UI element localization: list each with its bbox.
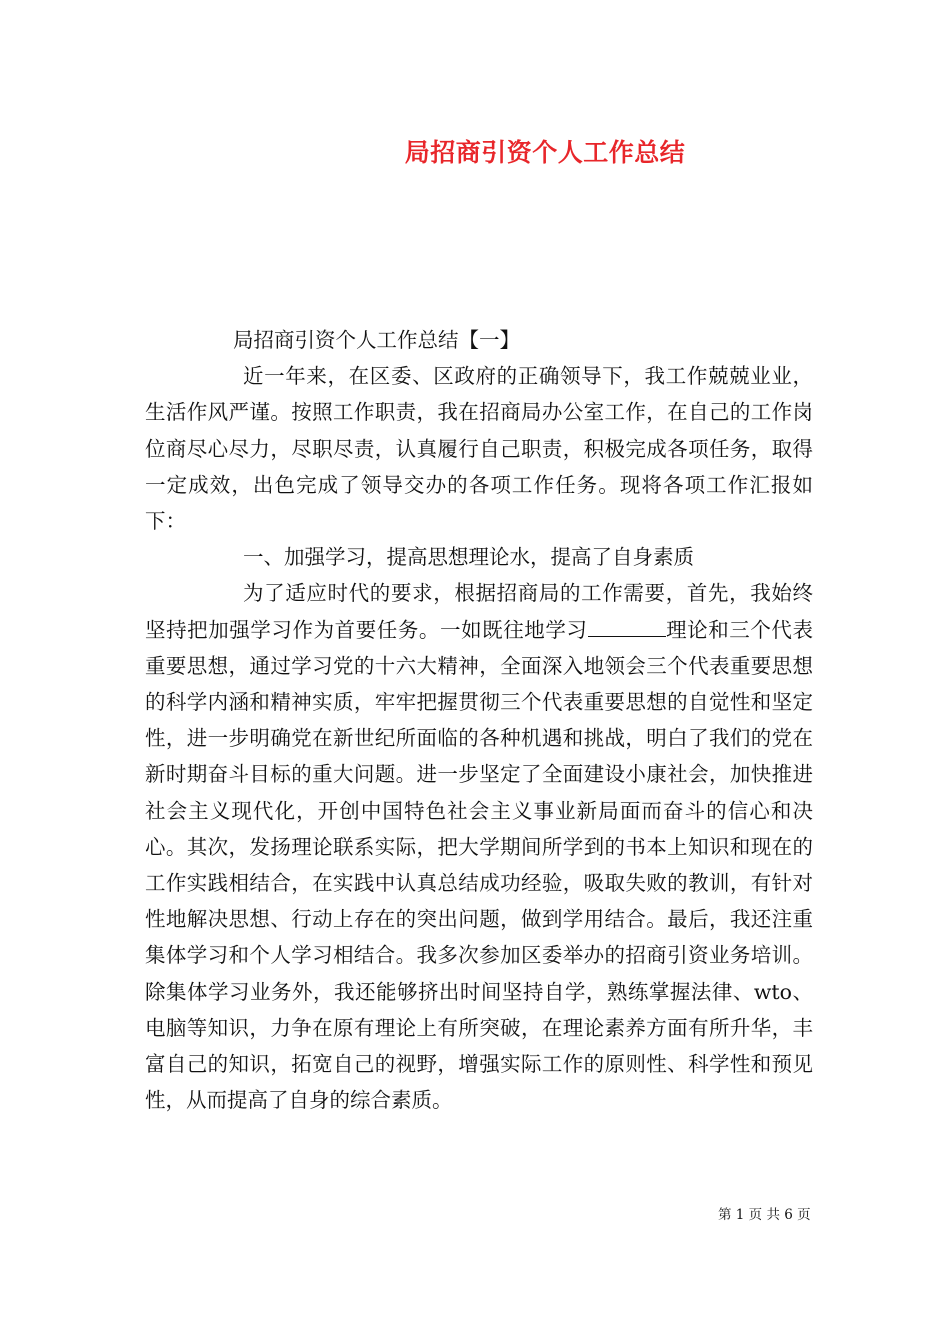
section-paragraph-part1: 为了适应时代的要求，根据招商局的工作需要，首先，我始终坚持把加强学习作为首要任务。一如既往地学习 — [145, 581, 813, 642]
section-heading: 一、加强学习，提高思想理论水，提高了自身素质 — [243, 545, 694, 570]
page-footer: 第 1 页 共 6 页 — [718, 1207, 811, 1223]
intro-paragraph: 近一年来，在区委、区政府的正确领导下，我工作兢兢业业，生活作风严谨。按照工作职责，我在招商局办公室工作，在自己的工作岗位商尽心尽力，尽职尽责，认真履行自己职责，积极完成各项任务，取得一定成效，出色完成了领导交办的各项工作任务。现将各项工作汇报如下： — [145, 364, 813, 534]
document-body — [145, 322, 813, 1118]
page-title: 局招商引资个人工作总结 — [404, 138, 686, 167]
section-paragraph — [145, 575, 813, 1118]
blank-underline — [588, 616, 666, 637]
section-paragraph-part2: 理论和三个代表重要思想，通过学习党的十六大精神，全面深入地领会三个代表重要思想的科学内涵和精神实质，牢牢把握贯彻三个代表重要思想的自觉性和坚定性，进一步明确党在新世纪所面临的各种机遇和挑战，明白了我们的党在新时期奋斗目标的重大问题。进一步坚定了全面建设小康社会，加快推进社会主义现代化，开创中国特色社会主义事业新局面而奋斗的信心和决心。其次，发扬理论联系实际，把大学期间所学到的书本上知识和现在的工作实践相结合，在实践中认真总结成功经验，吸取失败的教训，有针对性地解决思想、行动上存在的突出问题，做到学用结合。最后，我还注重集体学习和个人学习相结合。我多次参加区委举办的招商引资业务培训。除集体学习业务外，我还能够挤出时间坚持自学，熟练掌握法律、wto、电脑等知识，力争在原有理论上有所突破，在理论素养方面有所升华，丰富自己的知识，拓宽自己的视野，增强实际工作的原则性、科学性和预见性，从而提高了自身的综合素质。 — [145, 617, 813, 1113]
document-subtitle: 局招商引资个人工作总结【一】 — [233, 328, 520, 352]
